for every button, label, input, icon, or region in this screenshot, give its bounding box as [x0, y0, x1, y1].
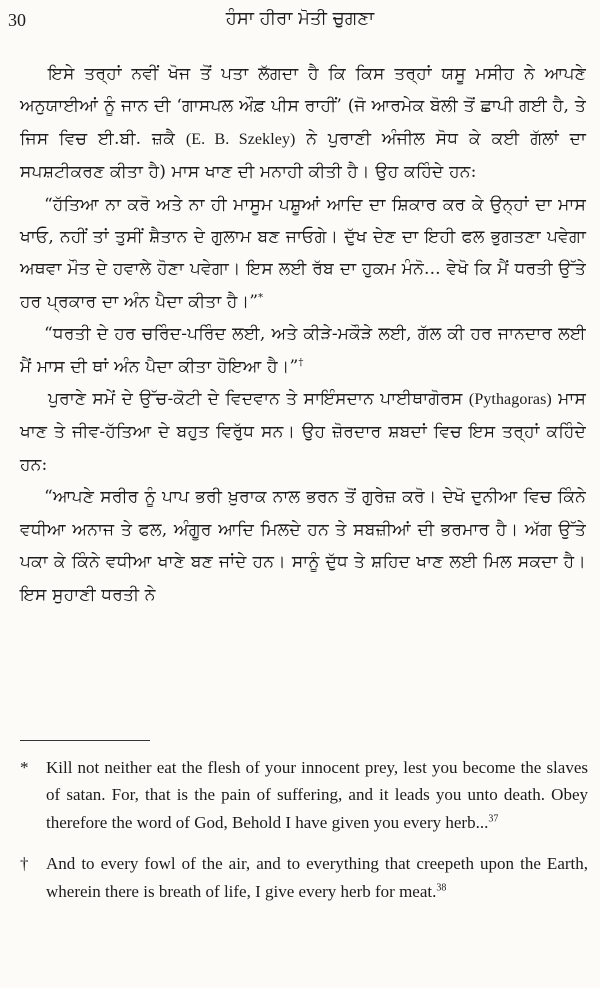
- page-header: [0, 6, 600, 34]
- footnote: [20, 754, 588, 836]
- paragraph-text: ਪੁਰਾਣੇ ਸਮੇਂ ਦੇ ਉੱਚ-ਕੋਟੀ ਦੇ ਵਿਦਵਾਨ ਤੇ ਸਾਇੰਸਦਾਨ ਪਾਈਥਾਗੋਰਸ: [48, 389, 469, 410]
- footnote-divider: [20, 740, 150, 741]
- footnote-citation: 38: [436, 881, 447, 893]
- footnote-ref: †: [298, 356, 304, 368]
- footnote: [20, 850, 588, 905]
- quote-text: “ਆਪਣੇ ਸਰੀਰ ਨੂੰ ਪਾਪ ਭਰੀ ਖ਼ੁਰਾਕ ਨਾਲ ਭਰਨ ਤੋਂ ਗੁਰੇਜ਼ ਕਰੋ। ਦੇਖੋ ਦੁਨੀਆ ਵਿਚ ਕਿੰਨੇ ਵਧੀਆ ਅਨਾਜ ਤੇ ਫਲ, ਅੰਗੂਰ ਆਦਿ ਮਿਲਦੇ ਹਨ ਤੇ ਸਬਜ਼ੀਆਂ ਦੀ ਭਰਮਾਰ ਹੈ। ਅੱਗ ਉੱਤੇ ਪਕਾ ਕੇ ਕਿੰਨੇ ਵਧੀਆ ਖਾਣੇ ਬਣ ਜਾਂਦੇ ਹਨ। ਸਾਨੂੰ ਦੁੱਧ ਤੇ ਸ਼ਹਿਦ ਖਾਣ ਲਈ ਮਿਲ ਸਕਦਾ ਹੈ। ਇਸ ਸੁਹਾਣੀ ਧਰਤੀ ਨੇ: [20, 487, 586, 605]
- running-title: ਹੰਸਾ ਹੀਰਾ ਮੋਤੀ ਚੁਗਣਾ: [225, 8, 375, 29]
- page-number: 30: [8, 10, 26, 30]
- body-text: [20, 58, 586, 611]
- quote-gospel-1: [20, 189, 586, 319]
- quote-pythagoras: [20, 481, 586, 611]
- paragraph-text: ਮਾਸ ਖਾਣ ਤੇ ਜੀਵ-ਹੱਤਿਆ ਦੇ ਬਹੁਤ ਵਿਰੁੱਧ ਸਨ। ਉਹ ਜ਼ੋਰਦਾਰ ਸ਼ਬਦਾਂ ਵਿਚ ਇਸ ਤਰ੍ਹਾਂ ਕਹਿੰਦੇ ਹਨ:: [20, 389, 586, 475]
- footnote-body: [46, 754, 588, 836]
- footnote-text: Kill not neither eat the flesh of your innocent prey, lest you become the slaves of satan. For, that is the pain of suffering, and it leads you unto death. Obey therefore the word of God, Behold I have given you every herb...: [46, 758, 588, 832]
- footnote-body: [46, 850, 588, 905]
- footnote-mark: *: [20, 758, 29, 777]
- paragraph-gospel-intro: [20, 58, 586, 189]
- paragraph-text: ਇਸੇ ਤਰ੍ਹਾਂ ਨਵੀਂ ਖੋਜ ਤੋਂ ਪਤਾ ਲੱਗਦਾ ਹੈ ਕਿ ਕਿਸ ਤਰ੍ਹਾਂ ਯਸੂ ਮਸੀਹ ਨੇ ਆਪਣੇ ਅਨੁਯਾਈਆਂ ਨੂੰ ਜਾਨ ਦੀ ‘ਗਾਸਪਲ ਔਫ਼ ਪੀਸ ਰਾਹੀਂ’ (ਜੋ ਆਰਮੇਕ ਬੋਲੀ ਤੋਂ ਛਾਪੀ ਗਈ ਹੈ, ਤੇ ਜਿਸ ਵਿਚ ਈ.ਬੀ. ਜ਼ਕੈ: [20, 64, 586, 149]
- footnote-citation: 37: [488, 813, 499, 825]
- footnotes: [20, 754, 588, 919]
- latin-name: (E. B. Szekley): [185, 130, 296, 148]
- quote-text: “ਧਰਤੀ ਦੇ ਹਰ ਚਰਿੰਦ-ਪਰਿੰਦ ਲਈ, ਅਤੇ ਕੀੜੇ-ਮਕੌੜੇ ਲਈ, ਗੱਲ ਕੀ ਹਰ ਜਾਨਦਾਰ ਲਈ ਮੈਂ ਮਾਸ ਦੀ ਥਾਂ ਅੰਨ ਪੈਦਾ ਕੀਤਾ ਹੋਇਆ ਹੈ।”: [20, 324, 586, 377]
- paragraph-text: ਨੇ ਪੁਰਾਣੀ ਅੰਜੀਲ ਸੋਧ ਕੇ ਕਈ ਗੱਲਾਂ ਦਾ ਸਪਸ਼ਟੀਕਰਣ ਕੀਤਾ ਹੈ) ਮਾਸ ਖਾਣ ਦੀ ਮਨਾਹੀ ਕੀਤੀ ਹੈ। ਉਹ ਕਹਿੰਦੇ ਹਨ:: [20, 128, 586, 183]
- quote-text: “ਹੱਤਿਆ ਨਾ ਕਰੋ ਅਤੇ ਨਾ ਹੀ ਮਾਸੂਮ ਪਸ਼ੂਆਂ ਆਦਿ ਦਾ ਸ਼ਿਕਾਰ ਕਰ ਕੇ ਉਨ੍ਹਾਂ ਦਾ ਮਾਸ ਖਾਓ, ਨਹੀਂ ਤਾਂ ਤੁਸੀਂ ਸ਼ੈਤਾਨ ਦੇ ਗੁਲਾਮ ਬਣ ਜਾਓਗੇ। ਦੁੱਖ ਦੇਣ ਦਾ ਇਹੀ ਫਲ ਭੁਗਤਣਾ ਪਵੇਗਾ ਅਥਵਾ ਮੌਤ ਦੇ ਹਵਾਲੇ ਹੋਣਾ ਪਵੇਗਾ। ਇਸ ਲਈ ਰੱਬ ਦਾ ਹੁਕਮ ਮੰਨੋ... ਵੇਖੋ ਕਿ ਮੈਂ ਧਰਤੀ ਉੱਤੇ ਹਰ ਪ੍ਰਕਾਰ ਦਾ ਅੰਨ ਪੈਦਾ ਕੀਤਾ ਹੈ।”: [20, 194, 586, 312]
- footnote-mark: †: [20, 854, 29, 874]
- paragraph-pythagoras-intro: [20, 383, 586, 481]
- latin-name: (Pythagoras): [468, 391, 552, 409]
- footnote-ref: *: [258, 292, 264, 304]
- footnote-text: And to every fowl of the air, and to everything that creepeth upon the Earth, wherein there is breath of life, I give every herb for meat.: [46, 854, 588, 901]
- quote-gospel-2: [20, 318, 586, 383]
